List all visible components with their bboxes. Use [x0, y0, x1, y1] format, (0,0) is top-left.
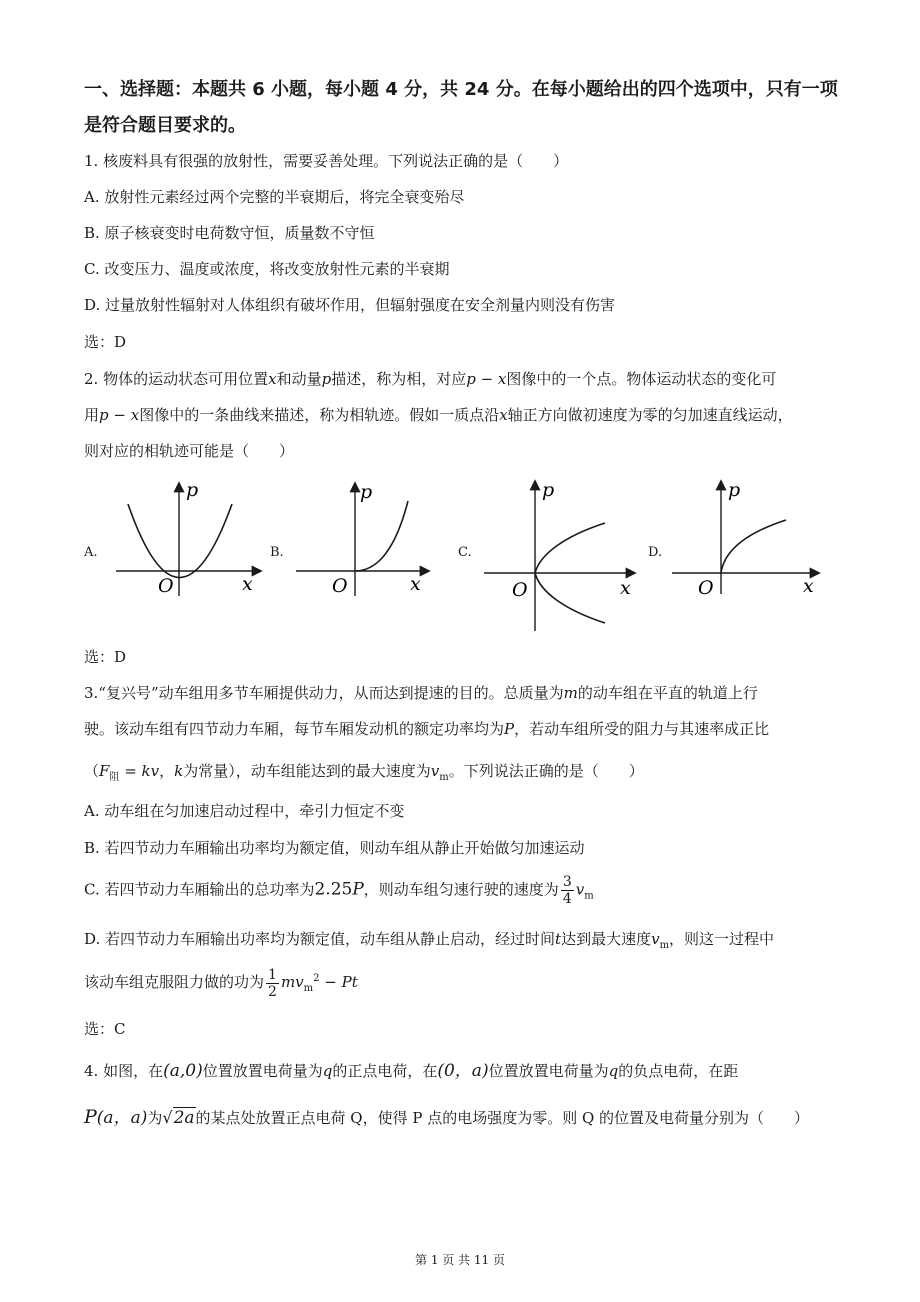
math-p-x: p − x [466, 370, 507, 388]
math-eq: = kv [119, 762, 160, 780]
math-v: v [651, 930, 660, 948]
math-t: t [555, 930, 562, 948]
q2-text: 轴正方向做初速度为零的匀加速直线运动， [507, 406, 793, 424]
q3-text: ， [159, 762, 175, 780]
math-sub: 阻 [109, 772, 120, 783]
sqrt: √2a [162, 1108, 195, 1128]
phase-curve [721, 520, 786, 573]
q3-text: 为常量），动车组能达到的最大速度为 [183, 762, 431, 780]
q1-option-d: D. 过量放射性辐射对人体组织有破坏作用，但辐射强度在安全剂量内则没有伤害 [84, 296, 616, 314]
math-sup: 2 [313, 973, 320, 984]
x-axis-label: x [410, 573, 421, 595]
graph-b-label: B. [270, 545, 284, 560]
q3-option-b: B. 若四节动力车厢输出功率均为额定值，则动车组从静止开始做匀加速运动 [84, 839, 585, 857]
q4-line1 [84, 1060, 738, 1082]
q3-option-a: A. 动车组在匀加速启动过程中，牵引力恒定不变 [84, 802, 405, 820]
math-m: m [563, 684, 578, 702]
fraction-denominator: 2 [268, 983, 277, 1000]
math-P: P [504, 720, 515, 738]
q3-option-c [84, 874, 594, 910]
fraction [266, 967, 279, 1000]
math-sub: m [659, 940, 670, 951]
q1-option-c: C. 改变压力、温度或浓度，将改变放射性元素的半衰期 [84, 260, 450, 278]
math-k: k [174, 762, 184, 780]
q4-text: 的正点电荷，在 [332, 1062, 438, 1080]
origin-label: O [158, 575, 174, 597]
q2-text: 图像中的一个点。物体运动状态的变化可 [506, 370, 777, 388]
q3-text: 该动车组克服阻力做的功为 [84, 973, 265, 991]
math-p-x: p − x [99, 406, 140, 424]
q2-text: 用 [84, 406, 100, 424]
y-axis-label: p [186, 479, 199, 501]
q2-text: 和动量 [276, 370, 322, 388]
math-q: q [608, 1062, 619, 1080]
phase-curve [128, 504, 232, 578]
origin-label: O [512, 579, 528, 601]
q4-text: 位置放置电荷量为 [202, 1062, 323, 1080]
fraction-numerator: 3 [562, 874, 572, 890]
section-title-line2: 是符合题目要求的。 [84, 115, 246, 136]
q3-text: ，若动车组所受的阻力与其速率成正比 [514, 720, 770, 738]
q4-text: 位置放置电荷量为 [488, 1062, 609, 1080]
q3-line2 [84, 718, 769, 740]
math-P: P [84, 1106, 97, 1128]
graph-a [110, 476, 270, 606]
q4-text: 4. 如图，在 [84, 1062, 164, 1080]
q1-option-b: B. 原子核衰变时电荷数守恒，质量数不守恒 [84, 224, 375, 242]
q3-answer: 选：C [84, 1020, 126, 1038]
math-v: v [430, 762, 440, 780]
q2-line2 [84, 404, 793, 426]
fraction-denominator: 4 [562, 891, 572, 907]
y-axis-label: p [360, 481, 373, 503]
q3-text: （ [84, 762, 100, 780]
q4-text: 为 [147, 1109, 163, 1127]
x-axis-label: x [620, 577, 631, 599]
q3-text: ，则这一过程中 [669, 930, 775, 948]
graph-c-label: C. [458, 545, 472, 560]
math-point: (0，a) [437, 1061, 489, 1081]
q1-stem: 1. 核废料具有很强的放射性，需要妥善处理。下列说法正确的是（ ） [84, 152, 569, 170]
graph-a-label: A. [84, 545, 98, 560]
q3-option-d-line2 [84, 966, 358, 1002]
q2-text: 描述，称为相，对应 [331, 370, 467, 388]
math-P: P [352, 879, 364, 900]
graph-d-label: D. [648, 545, 663, 560]
q2-line3: 则对应的相轨迹可能是（ ） [84, 442, 295, 460]
q3-text: 驶。该动车组有四节动力车厢，每节车厢发动机的额定功率均为 [84, 720, 505, 738]
q3-option-d [84, 928, 774, 957]
origin-label: O [698, 577, 714, 599]
q3-text: 3.“复兴号”动车组用多节车厢提供动力，从而达到提速的目的。总质量为 [84, 684, 564, 702]
math-q: q [322, 1062, 333, 1080]
q4-text: 的负点电荷，在距 [618, 1062, 739, 1080]
graph-d [668, 476, 828, 606]
math-F: F [99, 762, 110, 780]
math-sub: m [584, 890, 594, 902]
q3-text: 的动车组在平直的轨道上行 [577, 684, 758, 702]
q2-line1 [84, 368, 776, 390]
q4-text: 的某点处放置正点电荷 Q，使得 P 点的电场强度为零。则 Q 的位置及电荷量分别为（ ） [195, 1109, 810, 1127]
q3-text: ，则动车组匀速行驶的速度为 [363, 880, 559, 899]
fraction [561, 874, 574, 907]
fraction-numerator: 1 [268, 966, 277, 983]
phase-curve [355, 501, 408, 571]
math-v: v [575, 880, 585, 899]
math-point: (a，a) [96, 1108, 148, 1128]
x-axis-label: x [803, 575, 814, 597]
section-title-line1: 一、选择题：本题共 6 小题，每小题 4 分，共 24 分。在每小题给出的四个选项中，只有一项 [84, 79, 838, 100]
sqrt-radicand: 2a [173, 1108, 195, 1128]
math-point: (a,0) [163, 1061, 203, 1081]
page-footer: 第 1 页 共 11 页 [415, 1253, 505, 1267]
q1-answer: 选：D [84, 333, 127, 351]
q3-text: 达到最大速度 [561, 930, 652, 948]
math-expression: − Pt [319, 973, 358, 991]
q3-line1 [84, 682, 758, 704]
q3-text: C. 若四节动力车厢输出的总功率为 [84, 880, 315, 899]
q3-text: 。下列说法正确的是（ ） [448, 762, 644, 780]
math-p: p [321, 370, 332, 388]
y-axis-label: p [542, 479, 555, 501]
q2-text: 2. 物体的运动状态可用位置 [84, 370, 269, 388]
math-value: 2.25 [314, 879, 353, 900]
math-x: x [499, 406, 508, 424]
math-x: x [268, 370, 277, 388]
q2-answer: 选：D [84, 648, 127, 666]
y-axis-label: p [728, 479, 741, 501]
q3-line3 [84, 760, 644, 789]
section-heading [84, 72, 844, 144]
math-sub: m [303, 983, 314, 994]
q3-text: D. 若四节动力车厢输出功率均为额定值，动车组从静止启动，经过时间 [84, 930, 556, 948]
graph-c [480, 476, 640, 636]
math-sub: m [439, 772, 449, 783]
math-mv: mv [280, 973, 304, 991]
graph-b [290, 476, 435, 606]
origin-label: O [332, 575, 348, 597]
q2-text: 图像中的一条曲线来描述，称为相轨迹。假如一质点沿 [139, 406, 500, 424]
x-axis-label: x [242, 573, 253, 595]
q1-option-a: A. 放射性元素经过两个完整的半衰期后，将完全衰变殆尽 [84, 188, 465, 206]
q4-line2 [84, 1106, 809, 1129]
